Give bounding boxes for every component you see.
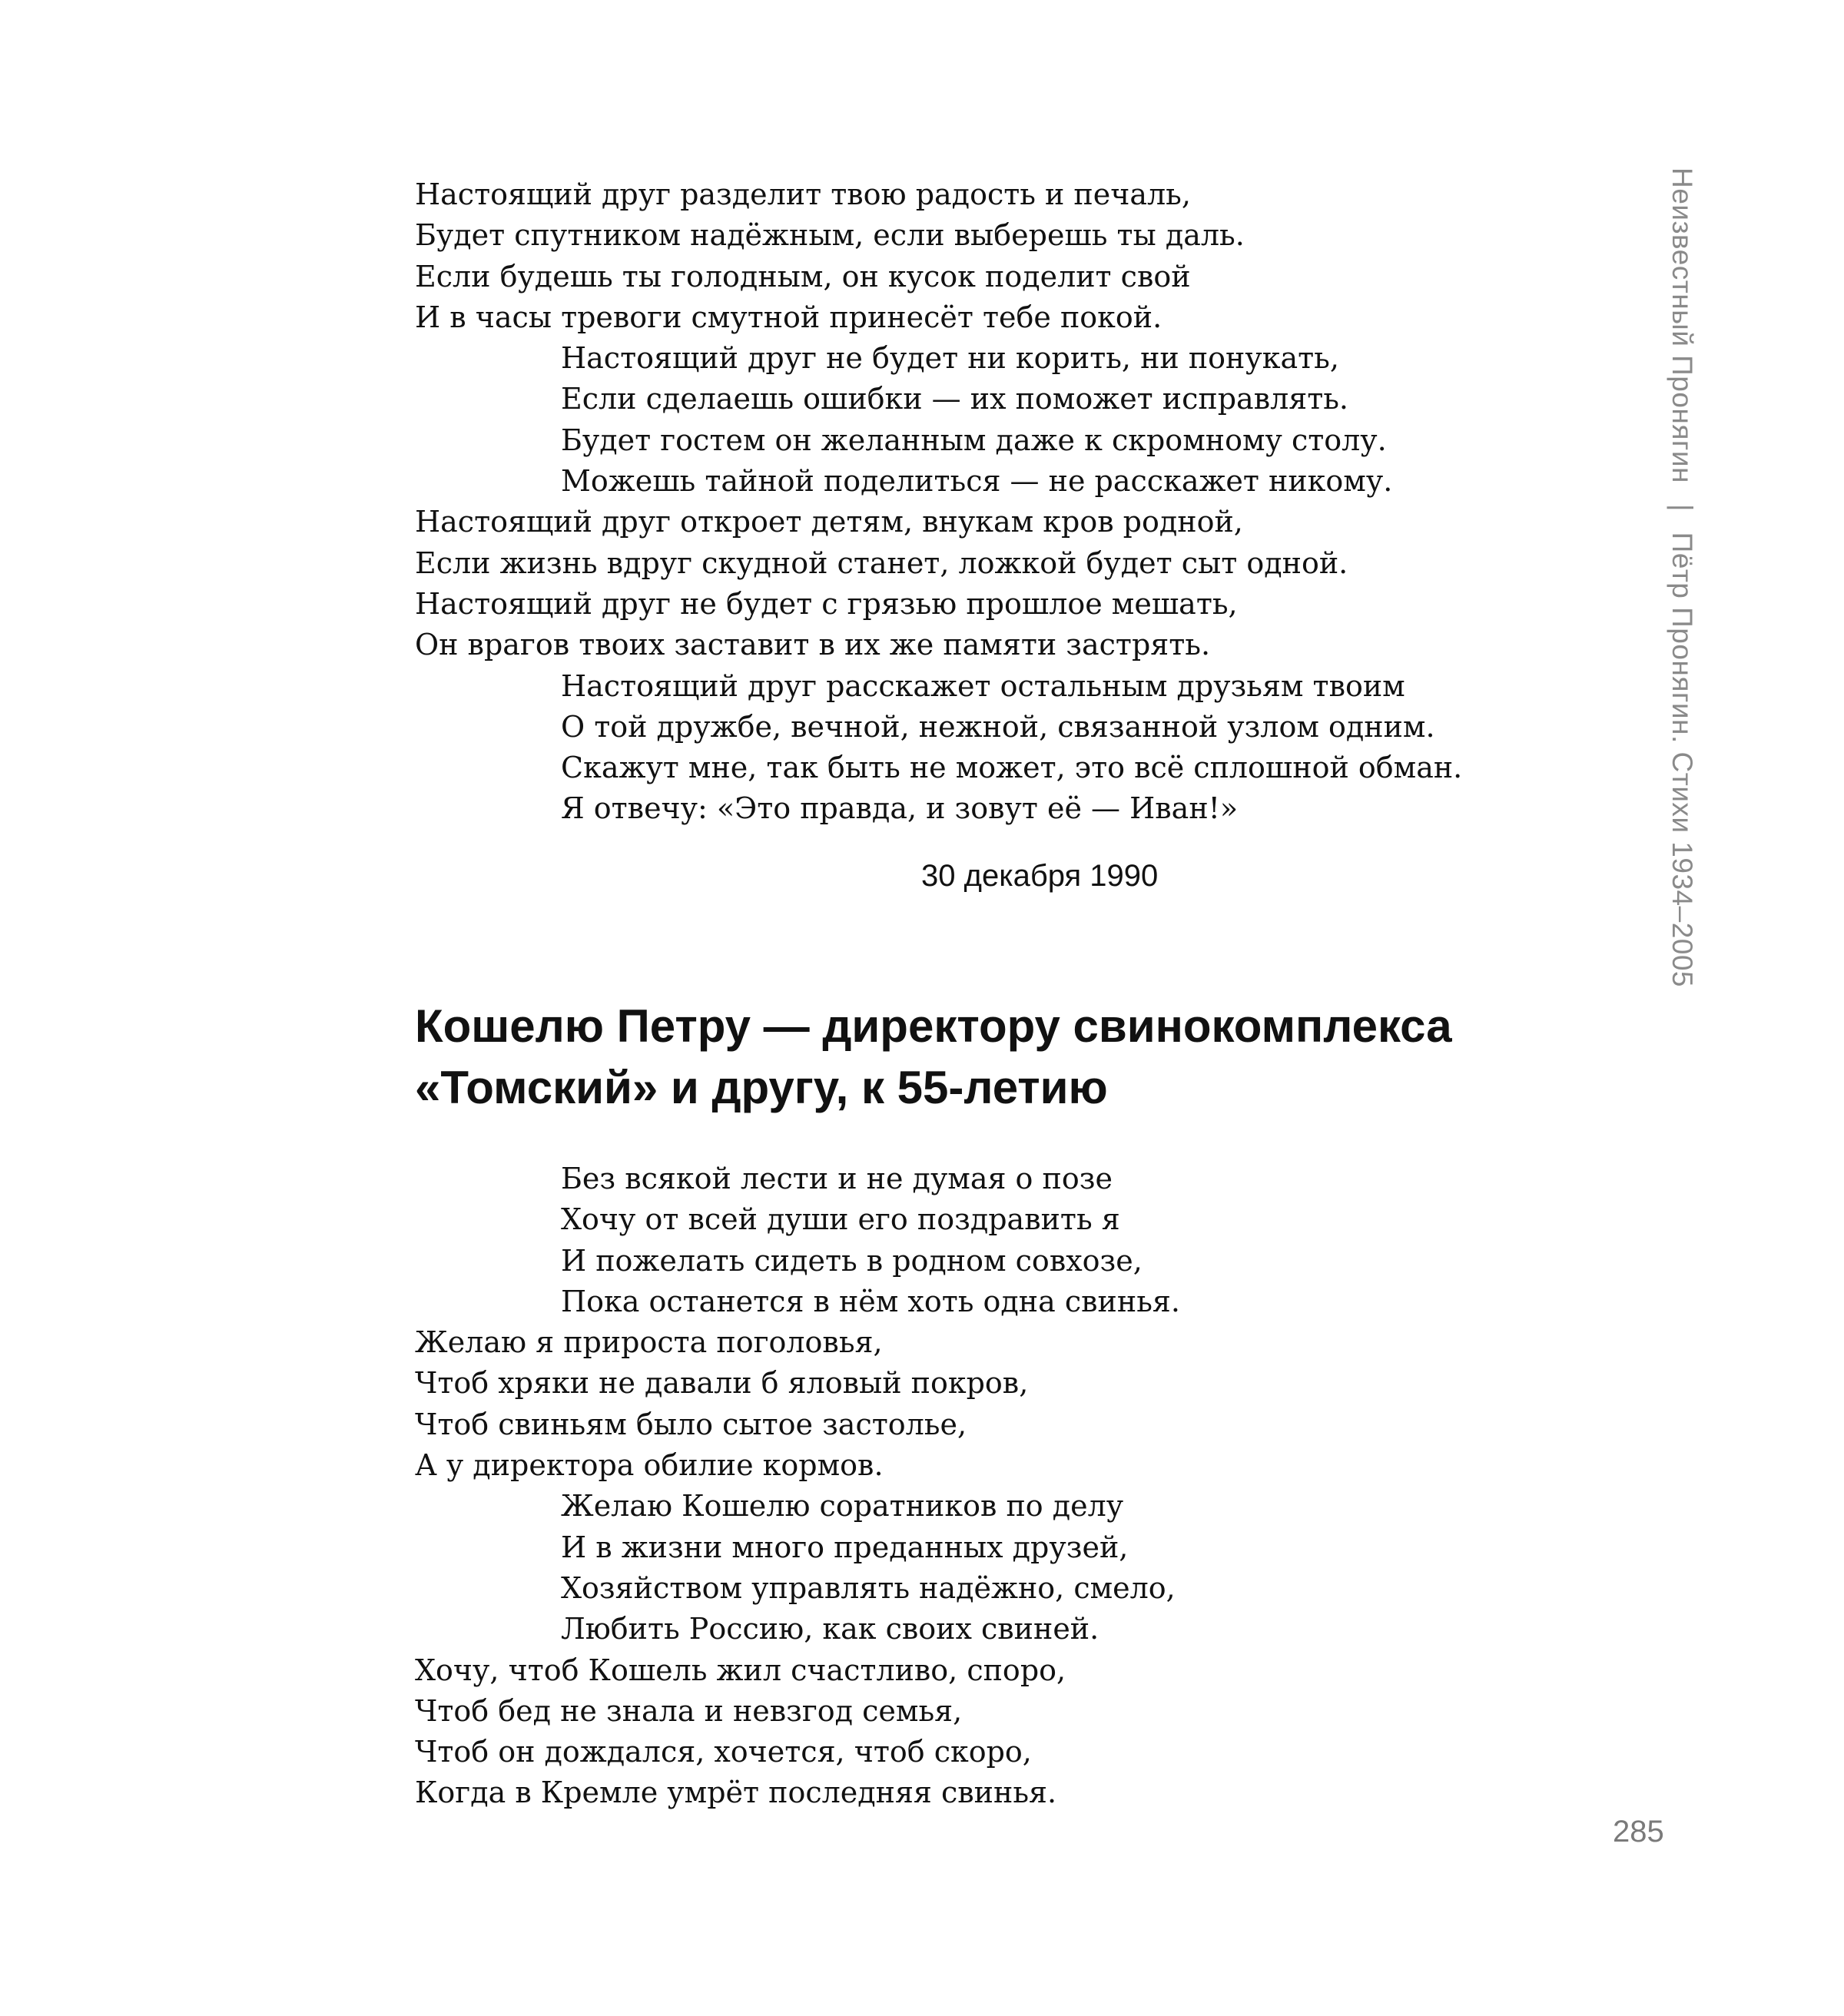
poem-line: Настоящий друг не будет ни корить, ни понукать, (561, 341, 1339, 376)
poem-line: Скажут мне, так быть не может, это всё сплошной обман. (561, 751, 1463, 785)
poem-line: Пока останется в нём хоть одна свинья. (561, 1284, 1180, 1318)
running-head-section-title: Пётр Пронягин. Стихи 1934–2005 (1667, 532, 1698, 988)
poem-line: И пожелать сидеть в родном совхозе, (561, 1243, 1143, 1278)
poem-line: Чтоб бед не знала и невзгод семья, (415, 1693, 963, 1728)
poem-line: Я отвечу: «Это правда, и зовут её — Иван!» (561, 791, 1239, 826)
poem-line: Он врагов твоих заставит в их же памяти застрять. (415, 628, 1211, 662)
poem-koshel (415, 1159, 1180, 1814)
poem-line: Чтоб свиньям было сытое застолье, (415, 1407, 967, 1441)
poem-line: Хочу, чтоб Кошель жил счастливо, споро, (415, 1653, 1066, 1687)
poem-line: Без всякой лести и не думая о позе (561, 1162, 1113, 1195)
poem-line: Желаю я прироста поголовья, (415, 1325, 883, 1360)
poem-line: И в жизни много преданных друзей, (561, 1530, 1129, 1564)
poem-line: Если жизнь вдруг скудной станет, ложкой будет сыт одной. (415, 545, 1348, 580)
poem-line: А у директора обилие кормов. (415, 1448, 884, 1483)
poem-line: Любить Россию, как своих свиней. (561, 1612, 1099, 1646)
poem-title-line-2: «Томский» и другу, к 55-летию (415, 1062, 1108, 1113)
poem-line: Чтоб он дождался, хочется, чтоб скоро, (415, 1735, 1032, 1769)
poem-line: Будет гостем он желанным даже к скромному столу. (561, 423, 1387, 457)
poem-line: Настоящий друг разделит твою радость и печаль, (415, 177, 1191, 211)
running-head-book-title: Неизвестный Пронягин (1667, 167, 1698, 483)
poem-title (415, 996, 1452, 1119)
poem-line: И в часы тревоги смутной принесёт тебе покой. (415, 300, 1162, 334)
poem-line: Желаю Кошелю соратников по делу (561, 1489, 1124, 1524)
poem-date: 30 декабря 1990 (921, 859, 1159, 893)
poem-line: Хозяйством управлять надёжно, смело, (561, 1570, 1176, 1605)
poem-line: Будет спутником надёжным, если выберешь ты даль. (415, 218, 1245, 253)
poem-line: Чтоб хряки не давали б яловый покров, (415, 1366, 1029, 1401)
poem-line: Хочу от всей души его поздравить я (561, 1202, 1120, 1237)
poem-title-line-1: Кошелю Петру — директору свинокомплекса (415, 1000, 1452, 1052)
poem-line: О той дружбе, вечной, нежной, связанной узлом одним. (561, 709, 1435, 744)
poem-line: Можешь тайной поделиться — не расскажет никому. (561, 464, 1393, 499)
running-head (1652, 167, 1698, 987)
poem-friend (415, 174, 1462, 830)
poem-line: Если сделаешь ошибки — их поможет исправлять. (561, 382, 1348, 416)
running-head-separator: | (1667, 503, 1698, 512)
poem-line: Настоящий друг откроет детям, внукам кров родной, (415, 505, 1243, 539)
page-number: 285 (1613, 1815, 1664, 1849)
poem-line: Настоящий друг не будет с грязью прошлое мешать, (415, 586, 1238, 621)
poem-line: Настоящий друг расскажет остальным друзьям твоим (561, 668, 1405, 703)
poem-line: Когда в Кремле умрёт последняя свинья. (415, 1776, 1057, 1810)
poem-line: Если будешь ты голодным, он кусок поделит свой (415, 259, 1191, 293)
